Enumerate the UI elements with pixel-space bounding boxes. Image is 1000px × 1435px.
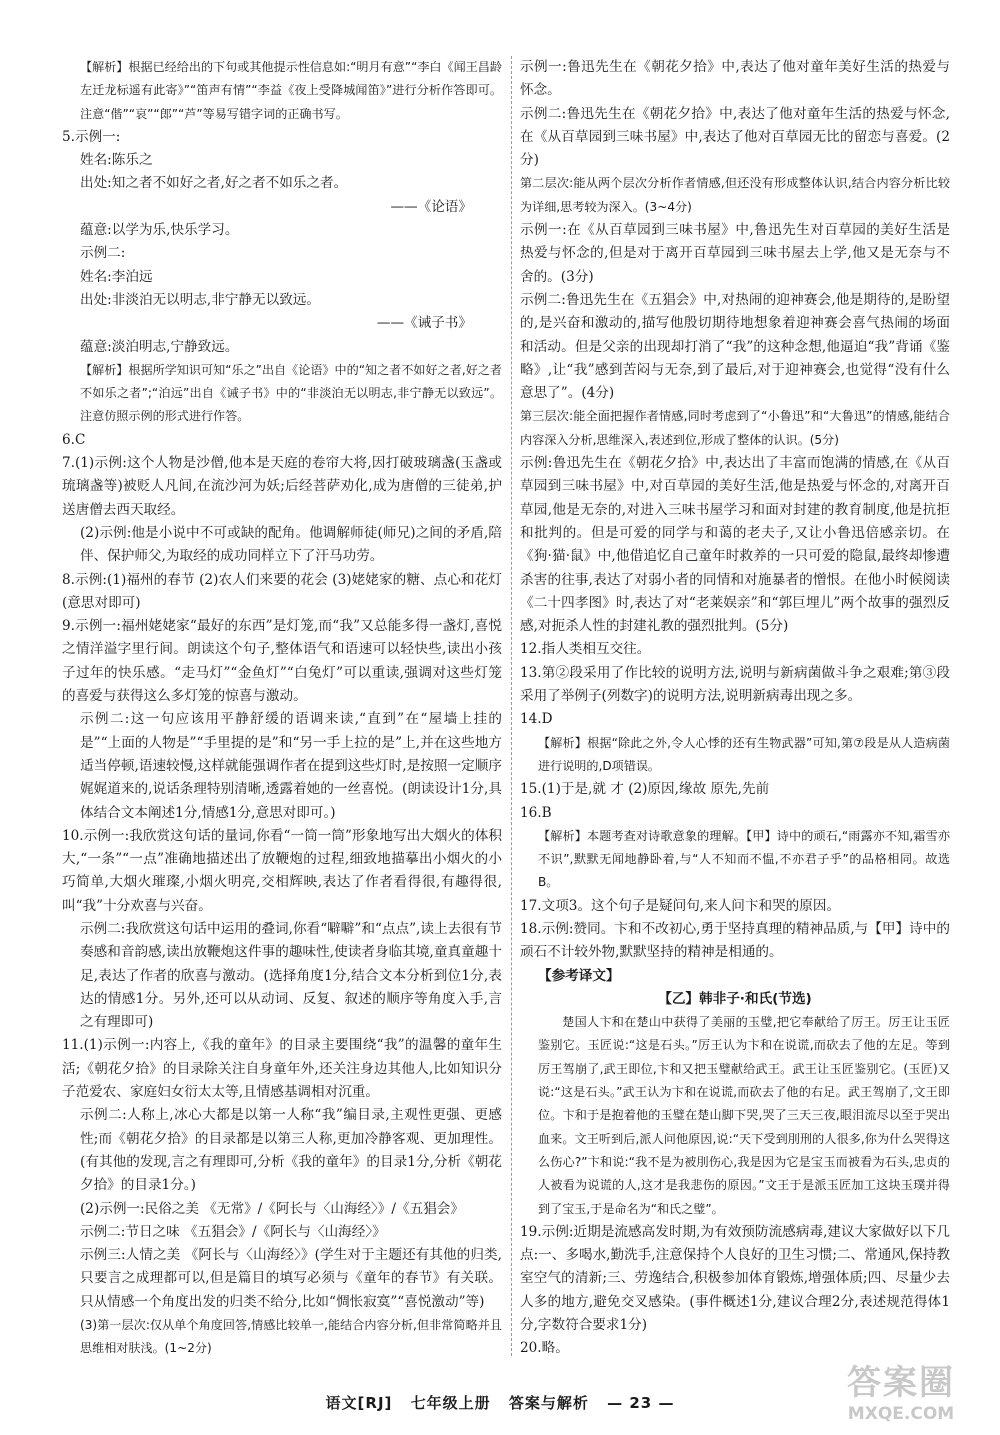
- answer-paragraph: 示例一:鲁迅先生在《朝花夕拾》中,表达了他对童年美好生活的热爱与怀念。: [520, 59, 950, 99]
- answer-paragraph: 【解析】本题考查对诗歌意象的理解。【甲】诗中的顽石,“雨露亦不知,霜雪亦不识”,默默无闻地静卧着,与“人不知而不愠,不亦君子乎”的品格相同。故选B。: [538, 828, 950, 890]
- answer-paragraph: 蕴意:淡泊明志,宁静致远。: [80, 338, 239, 355]
- answer-paragraph: ——《论语》: [390, 198, 472, 215]
- answer-paragraph: 5.示例一:: [62, 128, 121, 145]
- answer-paragraph: 第二层次:能从两个层次分析作者情感,但还没有形成整体认识,结合内容分析比较为详细,思考较为深入。(3~4分): [520, 176, 950, 214]
- answer-paragraph: 8.示例:(1)福州的春节 (2)农人们来要的花会 (3)姥姥家的糖、点心和花灯(意思对即可): [62, 571, 502, 611]
- answer-paragraph: 出处:知之者不如好之者,好之者不如乐之者。: [80, 175, 348, 192]
- column-divider: [511, 56, 512, 1356]
- answer-paragraph: 12.指人类相互交往。: [520, 641, 651, 658]
- answer-paragraph: 16.B: [520, 804, 552, 821]
- answer-paragraph: 示例二:节日之味 《五猖会》/《阿长与〈山海经〉》: [80, 1223, 386, 1240]
- page-number: — 23 —: [607, 1394, 675, 1412]
- footer-section: 答案与解析: [508, 1394, 589, 1412]
- answer-paragraph: 10.示例一:我欣赏这句话的量词,你看“一筒一筒”形象地写出大烟火的体积大,“一条”“一点”准确地描述出了放鞭炮的过程,细致地描摹出小烟火的小巧简单,大烟火璀璨,小烟火明亮,交相辉映,表达了作者看得很,有趣得很,叫“我”十分欢喜与兴奋。: [62, 827, 502, 914]
- footer-grade: 七年级上册: [410, 1394, 491, 1412]
- left-column: [62, 56, 502, 1361]
- answer-paragraph: 蕴意:以学为乐,快乐学习。: [80, 222, 239, 239]
- watermark-line2: MXQE.COM: [847, 1404, 955, 1424]
- watermark-line1: 答案圈: [847, 1363, 955, 1403]
- answer-paragraph: 姓名:陈乐之: [80, 152, 153, 169]
- answer-paragraph: 示例一:在《从百草园到三味书屋》中,鲁迅先生对百草园的美好生活是热爱与怀念的,但是对于离开百草园到三味书屋去上学,他又是无奈与不舍的。(3分): [520, 222, 950, 285]
- answer-paragraph: 【解析】根据所学知识可知“乐之”出自《论语》中的“知之者不如好之者,好之者不如乐之者”;“泊远”出自《诫子书》中的“非淡泊无以明志,非宁静无以致远”。注意仿照示例的形式进行作答。: [80, 362, 502, 424]
- answer-paragraph: 18.示例:赞同。卞和不改初心,勇于坚持真理的精神品质,与【甲】诗中的顽石不计较外物,默默坚持的精神是相通的。: [520, 920, 950, 961]
- answer-paragraph: (3)第一层次:仅从单个角度回答,情感比较单一,能结合内容分析,但非常简略并且思维相对肤浅。(1~2分): [80, 1318, 502, 1356]
- answer-paragraph: 姓名:李泊远: [80, 268, 153, 285]
- answer-paragraph: 【解析】根据已经给出的下句或其他提示性信息如:“明月有意”“李白《闻王昌龄左迁龙标遥有此寄》”“笛声有情”“李益《夜上受降城闻笛》”进行分析作答即可。注意“偕”“哀”“郎”“芦”等易写错字词的正确书写。: [80, 60, 502, 121]
- answer-paragraph: 示例二:鲁迅先生在《朝花夕拾》中,表达了他对童年生活的热爱与怀念,在《从百草园到三味书屋》中,表达了他对百草园无比的留恋与喜爱。(2分): [520, 105, 950, 169]
- answer-paragraph: 17.文项3。这个句子是疑问句,来人问卞和哭的原因。: [520, 897, 841, 914]
- answer-paragraph: 示例:鲁迅先生在《朝花夕拾》中,表达出了丰富而饱满的情感,在《从百草园到三味书屋》中,对百草园的美好生活,他是热爱与怀念的,对离开百草园,他是无奈的,对进入三味书屋学习和面对封建的教育制度,他是抗拒和批判的。但是可爱的同学与和蔼的老夫子,又让小鲁迅倍感亲切。在《狗·猫·鼠》中,他借追忆自己童年时救养的一只可爱的隐鼠,最终却惨遭杀害的往事,表达了对弱小者的同情和对施暴者的憎恨。在他小时候阅读《二十四孝图》时,表达了对“老莱娱亲”和“郭巨埋儿”两个故事的强烈反感,对扼杀人性的封建礼教的强烈批判。(5分): [520, 455, 950, 635]
- right-column: [520, 56, 950, 1361]
- answer-paragraph: 20.略。: [520, 1340, 569, 1357]
- answer-paragraph: 示例二:这一句应该用平静舒缓的语调来读,“直到”在“屋墙上挂的是”“上面的人物是”“手里提的是”和“另一手上拉的是”上,并在这些地方适当停顿,语速较慢,这样就能强调作者在提到这些灯时,是按照一定顺序娓娓道来的,说话条理特别清晰,透露着她的一丝喜悦。(朗读设计1分,具体结合文本阐述1分,情感1分,意思对即可。): [80, 711, 502, 821]
- answer-paragraph: 楚国人卞和在楚山中获得了美丽的玉璧,把它奉献给了厉王。厉王让玉匠鉴别它。玉匠说:“这是石头。”厉王认为卞和在说谎,而砍去了他的左足。等到厉王驾崩了,武王即位,卞和又把玉璧献给武王。武王让玉匠鉴别它。(玉匠)又说:“这是石头。”武王认为卞和在说谎,而砍去了他的右足。武王驾崩了,文王即位。卞和于是抱着他的玉璧在楚山脚下哭,哭了三天三夜,眼泪流尽以至于哭出血来。文王听到后,派人问他原因,说:“天下受到刖刑的人很多,你为什么哭得这么伤心?”卞和说:“我不是为被刖伤心,我是因为它是宝玉而被看为石头,忠贞的人被看为说谎的人,这才是我悲伤的原因。”文王于是派玉匠加工这块玉璞并得到了宝玉,于是命名为“和氏之璧”。: [538, 1015, 950, 1216]
- answer-paragraph: ——《诫子书》: [376, 315, 472, 332]
- answer-paragraph: 【参考译文】: [538, 967, 620, 984]
- answer-paragraph: (2)示例:他是小说中不可或缺的配角。他调解师徒(师兄)之间的矛盾,陪伴、保护师父,为取经的成功同样立下了汗马功劳。: [80, 524, 502, 565]
- answer-paragraph: 示例二:人称上,冰心大都是以第一人称“我”编目录,主观性更强、更感性;而《朝花夕拾》的目录都是以第三人称,更加冷静客观、更加理性。(有其他的发现,言之有理即可,分析《我的童年》的目录1分,分析《朝花夕拾》的目录1分。): [80, 1107, 502, 1194]
- answer-paragraph: 6.C: [62, 431, 86, 448]
- answer-paragraph: 第三层次:能全面把握作者情感,同时考虑到了“小鲁迅”和“大鲁迅”的情感,能结合内容深入分析,思维深入,表述到位,形成了整体的认识。(5分): [520, 409, 950, 447]
- answer-paragraph: 14.D: [520, 711, 553, 728]
- answer-paragraph: 15.(1)于是,就 才 (2)原因,缘故 原先,先前: [520, 781, 770, 798]
- answer-paragraph: 【乙】韩非子·和氏(节选): [658, 990, 812, 1007]
- answer-paragraph: 示例二:我欣赏这句话中运用的叠词,你看“噼噼”和“点点”,读上去很有节奏感和音韵感,读出放鞭炮这件事的趣味性,使读者身临其境,童真童趣十足,表达了作者的欣喜与激动。(选择角度1分,结合文本分析到位1分,表达的情感1分。另外,还可以从动词、反复、叙述的顺序等角度入手,言之有理即可): [80, 920, 502, 1031]
- answer-paragraph: 7.(1)示例:这个人物是沙僧,他本是天庭的卷帘大将,因打破玻璃盏(玉盏或琉璃盏等)被贬人凡间,在流沙河为妖;后经菩萨劝化,成为唐僧的三徒弟,护送唐僧去西天取经。: [62, 455, 502, 518]
- answer-paragraph: (2)示例一:民俗之美 《无常》/《阿长与〈山海经〉》/《五猖会》: [80, 1200, 464, 1217]
- answer-paragraph: 示例二:: [80, 245, 126, 262]
- footer-subject: 语文[RJ]: [325, 1394, 393, 1412]
- answer-paragraph: 13.第②段采用了作比较的说明方法,说明与新病菌做斗争之艰难;第③段采用了举例子(列数字)的说明方法,说明新病毒出现之多。: [520, 664, 950, 705]
- answer-paragraph: 11.(1)示例一:内容上,《我的童年》的目录主要围绕“我”的温馨的童年生活;《朝花夕拾》的目录除关注自身童年外,还关注身边其他人,比如知识分子范爱农、家庭妇女衍太太等,且情感基调相对沉重。: [62, 1037, 502, 1101]
- answer-paragraph: 【解析】根据“除此之外,令人心悸的还有生物武器”可知,第⑦段是从人造病菌进行说明的,D项错误。: [538, 735, 950, 773]
- watermark-logo: [826, 1363, 976, 1429]
- answer-paragraph: 19.示例:近期是流感高发时期,为有效预防流感病毒,建议大家做好以下几点:一、多喝水,勤洗手,注意保持个人良好的卫生习惯;二、常通风,保持教室空气的清新;三、劳逸结合,积极参加体育锻炼,增强体质;四、尽量少去人多的地方,避免交叉感染。(事件概述1分,建议合理2分,表述规范得体1分,字数符合要求1分): [520, 1223, 950, 1334]
- answer-paragraph: 出处:非淡泊无以明志,非宁静无以致远。: [80, 291, 320, 308]
- answer-paragraph: 示例二:鲁迅先生在《五猖会》中,对热闹的迎神赛会,他是期待的,是盼望的,是兴奋和激动的,描写他殷切期待地想象着迎神赛会喜气热闹的场面和活动。但是父亲的出现却打消了“我”的这种念想,他逼迫“我”背诵《鉴略》,让“我”感到苦闷与无奈,到了最后,对于迎神赛会,也觉得“没有什么意思了”。(4分): [520, 291, 950, 402]
- answer-paragraph: 9.示例一:福州姥姥家“最好的东西”是灯笼,而“我”又总能多得一盏灯,喜悦之情洋溢字里行间。朗读这个句子,整体语气和语速可以轻快些,读出小孩子过年的快乐感。“走马灯”“金鱼灯”“白兔灯”可以重读,强调对这些灯笼的喜爱与获得这么多灯笼的惊喜与激动。: [62, 618, 502, 705]
- answer-paragraph: 示例三:人情之美 《阿长与〈山海经〉》(学生对于主题还有其他的归类,只要言之成理都可以,但是篇目的填写必须与《童年的春节》有关联。只从情感一个角度出发的归类不给分,比如“惆怅寂寞”“喜悦激动”等): [80, 1247, 502, 1310]
